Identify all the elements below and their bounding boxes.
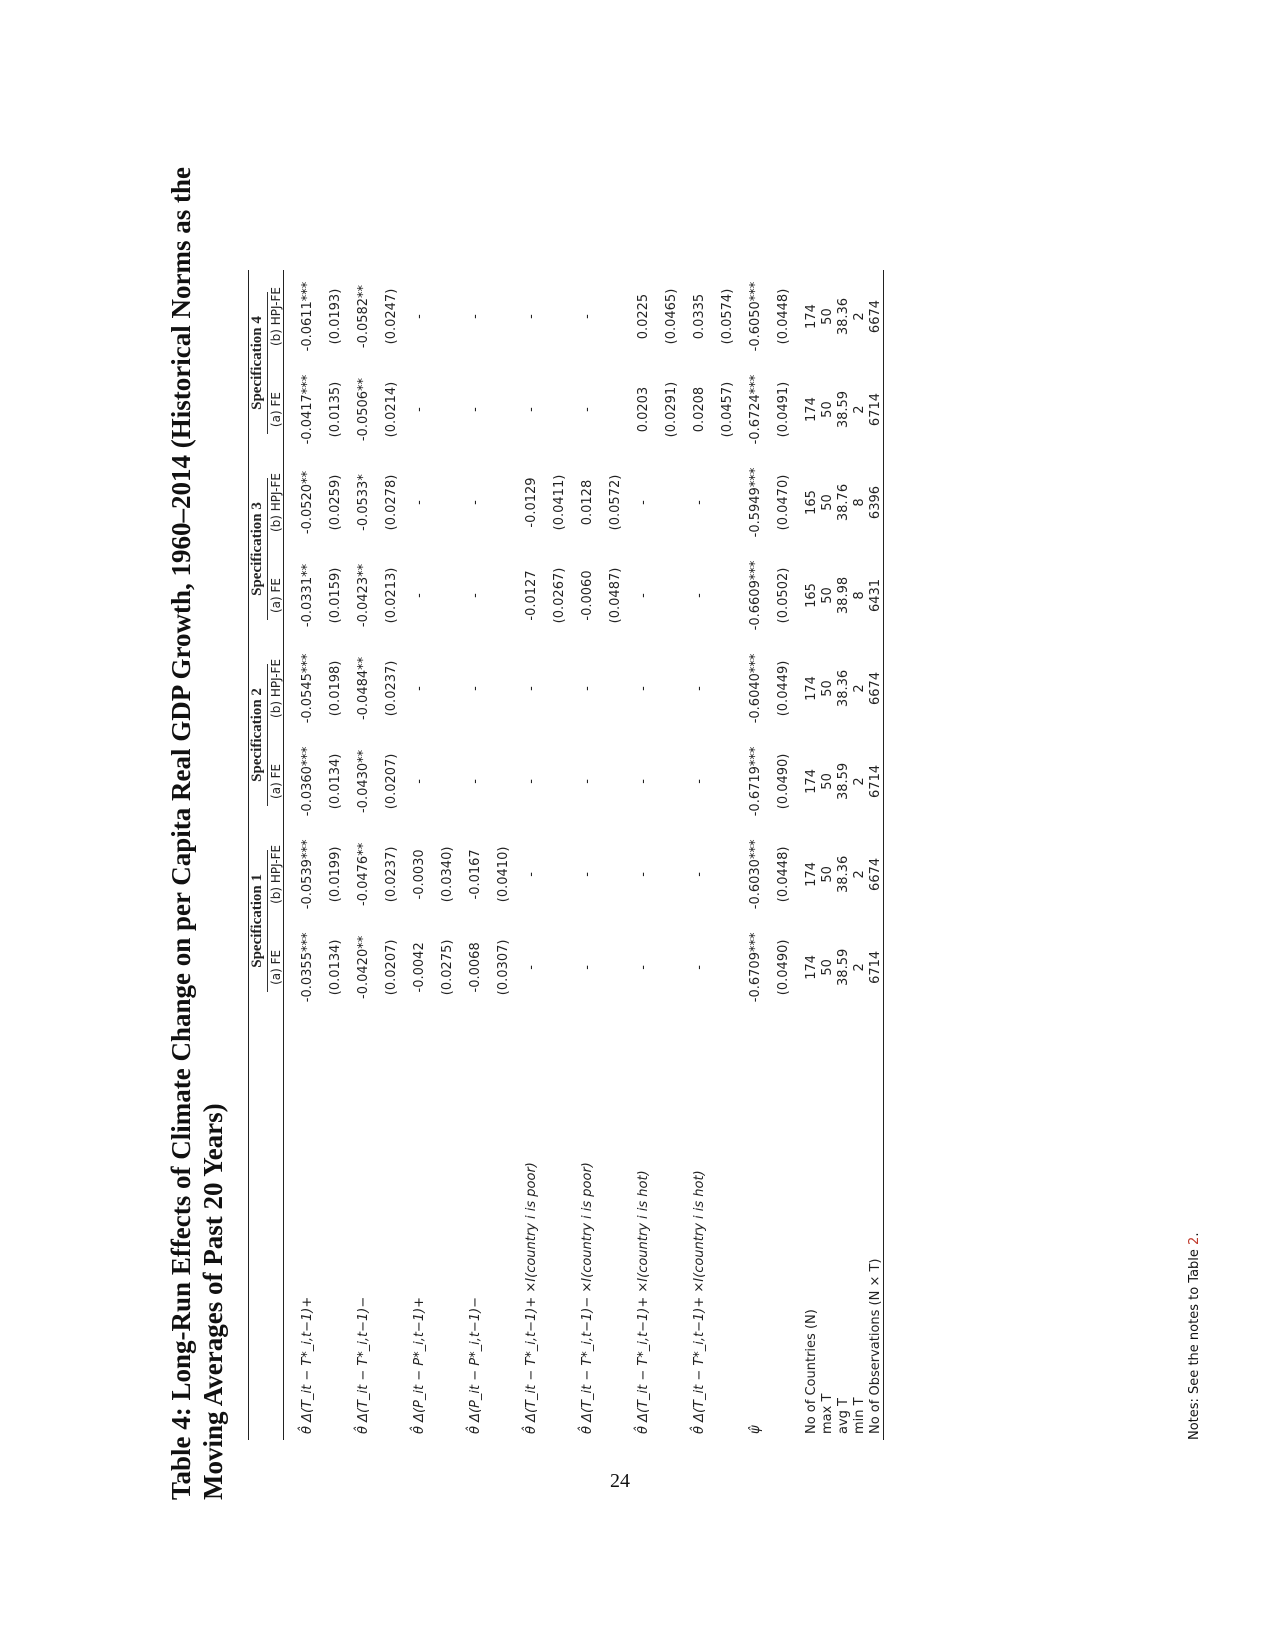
standard-error-cell (492, 456, 516, 549)
standard-error-cell (660, 642, 684, 735)
value-cell: 50 (820, 494, 835, 511)
row-label: θ̂ Δ(T_it − T*_i,t−1)− (356, 1296, 371, 1434)
value-cell: 38.59 (836, 762, 851, 801)
standard-error-cell: (0.0465) (664, 288, 679, 345)
value-cell: -0.0042 (412, 942, 427, 993)
value-cell: 8 (852, 591, 867, 600)
value-cell: -0.0539*** (300, 839, 315, 910)
standard-error-cell (436, 363, 460, 456)
coefficient-row (460, 270, 492, 1440)
value-cell: 0.0335 (692, 293, 707, 340)
standard-error-cell (548, 735, 572, 828)
row-label: No of Countries (N) (804, 1309, 819, 1434)
value-cell: 2 (852, 684, 867, 693)
standard-error-cell (548, 921, 572, 1014)
value-cell: -0.0520** (300, 470, 315, 535)
value-cell: 0.0225 (636, 293, 651, 340)
value-cell: -0.0360*** (300, 746, 315, 817)
value-cell: 2 (852, 312, 867, 321)
method-subheader: (b) HPJ-FE (268, 473, 283, 533)
standard-error-cell (604, 363, 628, 456)
value-cell: 6714 (867, 764, 883, 798)
standard-error-cell: (0.0340) (440, 846, 455, 903)
standard-error-cell (548, 270, 572, 363)
value-cell: 38.76 (836, 483, 851, 522)
value-cell: - (636, 872, 651, 877)
standard-error-cell (436, 735, 460, 828)
row-label (716, 1014, 740, 1440)
value-cell: 6674 (867, 299, 883, 334)
spacer-row (284, 270, 292, 1440)
standard-error-cell (548, 642, 572, 735)
standard-error-cell (492, 549, 516, 642)
standard-error-cell: (0.0291) (664, 381, 679, 438)
value-cell: 6714 (867, 950, 883, 984)
value-cell: - (692, 779, 707, 784)
standard-error-cell: (0.0448) (776, 846, 791, 903)
row-label: No of Observations (N × T) (867, 1258, 883, 1434)
standard-error-cell (436, 642, 460, 735)
row-label: min T (852, 1397, 867, 1434)
method-subheader: (a) FE (268, 763, 283, 799)
standard-error-cell: (0.0159) (328, 567, 343, 624)
spacer-row (796, 270, 804, 1440)
stat-row (804, 270, 820, 1440)
standard-error-cell (716, 828, 740, 921)
standard-error-cell: (0.0410) (496, 846, 511, 903)
stat-row (852, 270, 868, 1440)
standard-error-cell (604, 828, 628, 921)
standard-error-cell: (0.0134) (328, 753, 343, 810)
value-cell: 6674 (867, 671, 883, 705)
standard-error-cell: (0.0278) (384, 474, 399, 531)
standard-error-cell: (0.0307) (496, 939, 511, 996)
value-cell: 50 (820, 587, 835, 604)
value-cell: -0.0127 (524, 570, 539, 621)
value-cell: -0.6724*** (748, 374, 763, 445)
standard-error-cell (436, 456, 460, 549)
value-cell: - (412, 686, 427, 691)
coefficient-row (628, 270, 660, 1440)
coefficient-row (292, 270, 324, 1440)
standard-error-cell: (0.0259) (328, 474, 343, 531)
table-reference-link[interactable]: 2 (1187, 1236, 1202, 1245)
value-cell: -0.6050*** (748, 281, 763, 352)
value-cell: - (468, 593, 483, 598)
coefficient-row (404, 270, 436, 1440)
standard-error-cell (604, 642, 628, 735)
page-number: 24 (610, 1470, 630, 1492)
standard-error-cell (492, 270, 516, 363)
row-label (436, 1014, 460, 1440)
standard-error-cell: (0.0207) (384, 939, 399, 996)
standard-error-cell: (0.0574) (720, 288, 735, 345)
coefficient-row (348, 270, 380, 1440)
standard-error-cell (492, 363, 516, 456)
table-notes: Notes: See the notes to Table 2. (1187, 1232, 1202, 1440)
value-cell: 6714 (867, 393, 883, 427)
row-label: θ̂ Δ(T_it − T*_i,t−1)+ ×I(country i is poor) (524, 1162, 539, 1434)
value-cell: 8 (852, 498, 867, 507)
spec-header: Specification 2 (249, 642, 269, 828)
row-label: θ̂ Δ(T_it − T*_i,t−1)+ ×I(country i is hot) (636, 1170, 651, 1434)
value-cell: 50 (820, 773, 835, 790)
row-label: max T (820, 1393, 835, 1434)
standard-error-cell (604, 921, 628, 1014)
standard-error-cell: (0.0193) (328, 288, 343, 345)
value-cell: -0.0506** (356, 377, 371, 442)
standard-error-cell: (0.0237) (384, 660, 399, 717)
standard-error-cell (660, 549, 684, 642)
standard-error-cell: (0.0491) (776, 381, 791, 438)
standard-error-cell (604, 735, 628, 828)
value-cell: 38.59 (836, 948, 851, 986)
standard-error-cell: (0.0198) (328, 660, 343, 717)
value-cell: - (524, 686, 539, 691)
se-row (324, 270, 348, 1440)
standard-error-cell: (0.0490) (776, 753, 791, 810)
value-cell: - (412, 407, 427, 412)
value-cell: 174 (804, 954, 819, 980)
value-cell: 174 (804, 397, 819, 422)
value-cell: -0.6719*** (748, 746, 763, 817)
value-cell: -0.0030 (412, 849, 427, 900)
standard-error-cell (492, 735, 516, 828)
method-subheader: (b) HPJ-FE (268, 287, 283, 347)
value-cell: - (468, 686, 483, 691)
stat-row (836, 270, 852, 1440)
value-cell: -0.6040*** (748, 653, 763, 724)
value-cell: - (636, 593, 651, 598)
row-label: θ̂ Δ(T_it − T*_i,t−1)+ (300, 1296, 315, 1434)
value-cell: - (412, 500, 427, 505)
value-cell: 165 (804, 583, 819, 608)
value-cell: - (580, 965, 595, 970)
value-cell: - (524, 965, 539, 970)
value-cell: -0.0355*** (300, 932, 315, 1003)
row-label (380, 1014, 404, 1440)
coefficient-row (572, 270, 604, 1440)
value-cell: - (580, 686, 595, 691)
value-cell: - (692, 965, 707, 970)
value-cell: 6431 (867, 578, 883, 613)
row-label: θ̂ Δ(P_it − P*_i,t−1)+ (412, 1296, 427, 1434)
row-label: θ̂ Δ(T_it − T*_i,t−1)+ ×I(country i is hot) (692, 1170, 707, 1434)
row-label: ψ̂ (748, 1425, 763, 1434)
subheader-row (268, 270, 284, 1440)
value-cell: 50 (820, 866, 835, 883)
value-cell: 6396 (867, 485, 883, 520)
value-cell: 174 (804, 676, 819, 701)
value-cell: -0.0430** (356, 749, 371, 814)
value-cell: -0.5949*** (748, 467, 763, 538)
table-title: Table 4: Long-Run Effects of Climate Change on per Capita Real GDP Growth, 1960–2014 (Historical Norms as the Moving Averages of Past 20 Years) (166, 167, 228, 1500)
value-cell: - (468, 779, 483, 784)
se-row (604, 270, 628, 1440)
se-row (716, 270, 740, 1440)
standard-error-cell (436, 549, 460, 642)
value-cell: -0.0484** (356, 656, 371, 721)
value-cell: - (692, 872, 707, 877)
value-cell: 2 (852, 963, 867, 972)
row-label: θ̂ Δ(T_it − T*_i,t−1)− ×I(country i is poor) (580, 1162, 595, 1434)
value-cell: - (412, 314, 427, 319)
standard-error-cell (716, 735, 740, 828)
value-cell: 6674 (867, 857, 883, 891)
spec-header: Specification 4 (249, 270, 269, 456)
value-cell: -0.0611*** (300, 281, 315, 352)
spec-header: Specification 3 (249, 456, 269, 642)
standard-error-cell: (0.0199) (328, 846, 343, 903)
standard-error-cell (660, 828, 684, 921)
standard-error-cell (604, 270, 628, 363)
value-cell: -0.6030*** (748, 839, 763, 910)
standard-error-cell: (0.0572) (608, 474, 623, 531)
value-cell: 38.36 (836, 669, 851, 708)
value-cell: - (524, 314, 539, 319)
value-cell: -0.6609*** (748, 560, 763, 631)
value-cell: 174 (804, 769, 819, 794)
value-cell: - (524, 872, 539, 877)
standard-error-cell (660, 921, 684, 1014)
row-label (492, 1014, 516, 1440)
rotated-page-content (165, 80, 1225, 1500)
value-cell: - (468, 314, 483, 319)
standard-error-cell (660, 735, 684, 828)
value-cell: 50 (820, 401, 835, 418)
value-cell: -0.0582** (356, 284, 371, 349)
value-cell: 2 (852, 777, 867, 786)
standard-error-cell (548, 363, 572, 456)
standard-error-cell (436, 270, 460, 363)
stat-row (820, 270, 836, 1440)
se-row (660, 270, 684, 1440)
standard-error-cell (716, 549, 740, 642)
value-cell: - (580, 779, 595, 784)
value-cell: - (412, 593, 427, 598)
standard-error-cell: (0.0449) (776, 660, 791, 717)
standard-error-cell (548, 828, 572, 921)
method-subheader: (a) FE (268, 392, 283, 428)
standard-error-cell: (0.0487) (608, 567, 623, 624)
standard-error-cell: (0.0448) (776, 288, 791, 345)
coefficient-row (684, 270, 716, 1440)
value-cell: 174 (804, 861, 819, 887)
standard-error-cell: (0.0135) (328, 381, 343, 438)
value-cell: - (636, 686, 651, 691)
value-cell: 2 (852, 405, 867, 414)
standard-error-cell: (0.0134) (328, 939, 343, 996)
standard-error-cell: (0.0237) (384, 846, 399, 903)
value-cell: -0.0545*** (300, 653, 315, 724)
value-cell: - (412, 779, 427, 784)
standard-error-cell: (0.0457) (720, 381, 735, 438)
stat-row (868, 270, 884, 1440)
se-row (548, 270, 572, 1440)
value-cell: 0.0203 (636, 386, 651, 433)
coefficient-row (740, 270, 772, 1440)
value-cell: - (524, 407, 539, 412)
value-cell: - (692, 500, 707, 505)
value-cell: - (636, 779, 651, 784)
standard-error-cell (716, 921, 740, 1014)
value-cell: -0.0068 (468, 942, 483, 993)
value-cell: - (692, 593, 707, 598)
value-cell: 50 (820, 959, 835, 976)
value-cell: -0.0476** (356, 842, 371, 906)
se-row (436, 270, 460, 1440)
value-cell: -0.0167 (468, 849, 483, 900)
value-cell: - (580, 314, 595, 319)
value-cell: 0.0208 (692, 386, 707, 433)
spec-header: Specification 1 (249, 828, 269, 1014)
value-cell: -0.0423** (356, 563, 371, 628)
value-cell: - (580, 407, 595, 412)
value-cell: - (692, 686, 707, 691)
standard-error-cell: (0.0411) (552, 474, 567, 531)
standard-error-cell: (0.0207) (384, 753, 399, 810)
standard-error-cell: (0.0247) (384, 288, 399, 345)
value-cell: 174 (804, 304, 819, 329)
value-cell: 50 (820, 680, 835, 697)
standard-error-cell (660, 456, 684, 549)
value-cell: 50 (820, 308, 835, 325)
standard-error-cell: (0.0470) (776, 474, 791, 531)
value-cell: -0.0129 (524, 477, 539, 528)
standard-error-cell: (0.0275) (440, 939, 455, 996)
value-cell: -0.6709*** (748, 932, 763, 1003)
method-subheader: (a) FE (268, 949, 283, 985)
value-cell: 38.36 (836, 855, 851, 893)
value-cell: 38.36 (836, 297, 851, 336)
row-label (604, 1014, 628, 1440)
value-cell: 0.0128 (580, 479, 595, 526)
value-cell: -0.0420** (356, 935, 371, 999)
value-cell: - (580, 872, 595, 877)
se-row (492, 270, 516, 1440)
value-cell: - (468, 407, 483, 412)
results-table (248, 270, 884, 1440)
value-cell: -0.0417*** (300, 374, 315, 445)
value-cell: 165 (804, 490, 819, 515)
se-row (772, 270, 796, 1440)
standard-error-cell: (0.0502) (776, 567, 791, 624)
value-cell: - (636, 500, 651, 505)
row-label: θ̂ Δ(P_it − P*_i,t−1)− (468, 1296, 483, 1434)
row-label (324, 1014, 348, 1440)
value-cell: 38.98 (836, 576, 851, 615)
value-cell: -0.0060 (580, 570, 595, 621)
standard-error-cell: (0.0213) (384, 567, 399, 624)
value-cell: - (636, 965, 651, 970)
standard-error-cell (716, 456, 740, 549)
se-row (380, 270, 404, 1440)
row-label (548, 1014, 572, 1440)
value-cell: -0.0331** (300, 563, 315, 628)
value-cell: - (468, 500, 483, 505)
method-subheader: (b) HPJ-FE (268, 658, 283, 718)
method-subheader: (a) FE (268, 577, 283, 613)
corner-cell (249, 1014, 269, 1440)
value-cell: - (524, 779, 539, 784)
row-label (660, 1014, 684, 1440)
standard-error-cell (492, 642, 516, 735)
coefficient-row (516, 270, 548, 1440)
row-label: avg T (836, 1398, 851, 1434)
row-label (772, 1014, 796, 1440)
standard-error-cell: (0.0267) (552, 567, 567, 624)
value-cell: -0.0533* (356, 474, 371, 531)
method-subheader: (b) HPJ-FE (268, 844, 283, 904)
value-cell: 38.59 (836, 390, 851, 429)
standard-error-cell: (0.0214) (384, 381, 399, 438)
standard-error-cell (716, 642, 740, 735)
value-cell: 2 (852, 870, 867, 879)
standard-error-cell: (0.0490) (776, 939, 791, 996)
